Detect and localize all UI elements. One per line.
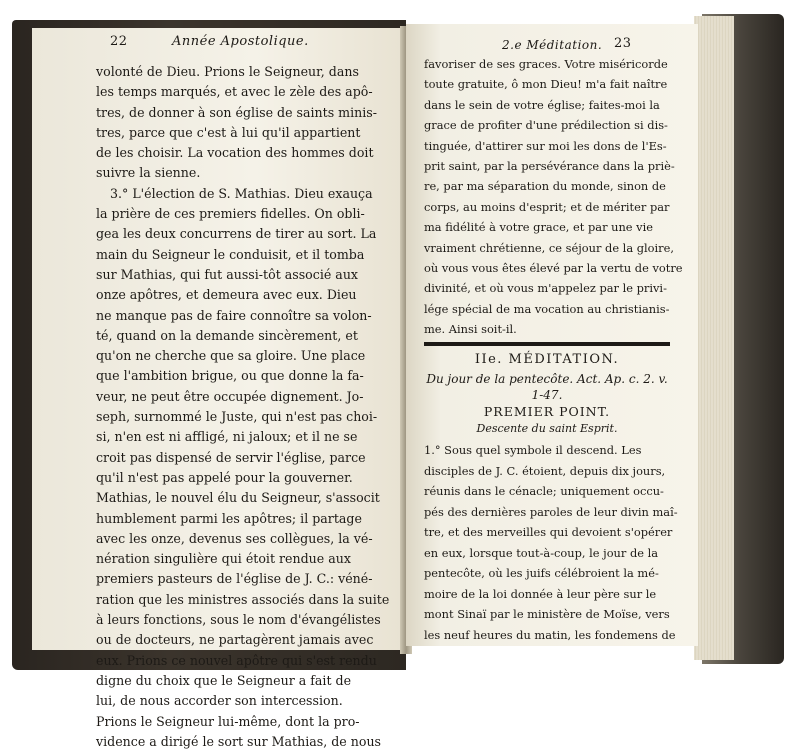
section-subtitle: Du jour de la pentecôte. Act. Ap. c. 2. v. xyxy=(426,372,668,386)
text-line: main du Seigneur le conduisit, et il tomba xyxy=(96,246,365,262)
text-line: ne manque pas de faire connoître sa volon- xyxy=(96,307,372,323)
text-line: avec les onze, devenus ses collègues, la vé- xyxy=(96,530,373,546)
right-page-text-2 xyxy=(424,440,678,645)
text-line: sur Mathias, qui fut aussi-tôt associé aux xyxy=(96,266,359,282)
text-line: Mathias, le nouvel élu du Seigneur, s'associt xyxy=(96,490,380,506)
text-line: la prière de ces premiers fidelles. On obli- xyxy=(96,206,365,222)
text-line: volonté de Dieu. Prions le Seigneur, dans xyxy=(96,64,359,79)
left-page-number: 22 xyxy=(110,34,128,49)
section-rule xyxy=(424,342,670,346)
left-running-head: Année Apostolique. xyxy=(172,34,309,49)
text-line: croit pas dispensé de servir l'église, parce xyxy=(96,449,366,465)
text-line: où vous vous êtes élevé par la vertu de votre xyxy=(424,261,683,276)
text-line: réunis dans le cénacle; uniquement occu- xyxy=(424,484,664,498)
point-heading: PREMIER POINT. xyxy=(483,404,611,419)
text-line: suivre la sienne. xyxy=(96,165,201,181)
text-line: 1.° Sous quel symbole il descend. Les xyxy=(424,443,642,457)
text-line: disciples de J. C. étoient, depuis dix jours, xyxy=(424,463,666,478)
text-line: ou de docteurs, ne partagèrent jamais avec xyxy=(96,632,374,648)
text-line: tinguée, d'attirer sur moi les dons de l'Es- xyxy=(424,138,667,153)
text-line: seph, surnommé le Juste, qui n'est pas choi- xyxy=(96,409,378,425)
text-line: vidence a dirigé le sort sur Mathias, de nous xyxy=(96,733,382,749)
right-page-text xyxy=(424,54,683,340)
text-line: les temps marqués, et avec le zèle des apô- xyxy=(96,84,373,100)
text-line: veur, ne peut être occupée dignement. Jo- xyxy=(96,388,364,404)
text-line: ration que les ministres associés dans la suite xyxy=(96,591,390,607)
text-line: favoriser de ses graces. Votre miséricorde xyxy=(424,57,668,71)
text-line: premiers pasteurs de l'église de J. C.: véné- xyxy=(96,571,373,587)
text-line: toute gratuite, ô mon Dieu! m'a fait naître xyxy=(424,77,668,92)
text-line: re, par ma séparation du monde, sinon de xyxy=(424,179,666,194)
right-running-head: 2.e Méditation. xyxy=(502,38,603,52)
text-line: prit saint, par la persévérance dans la priè- xyxy=(424,159,675,174)
text-line: qu'il n'est pas appelé pour la gouverner. xyxy=(96,469,353,485)
text-line: grace de profiter d'une prédilection si dis- xyxy=(424,118,668,133)
text-line: qu'on ne cherche que sa gloire. Une place xyxy=(96,348,366,364)
text-line: mont Sinaï par le ministère de Moïse, vers xyxy=(424,607,670,621)
text-line: que l'ambition brigue, ou que donne la fa- xyxy=(96,368,364,384)
text-line: lui, de nous accorder son intercession. xyxy=(96,693,343,709)
text-line: gea les deux concurrens de tirer au sort. La xyxy=(96,226,377,242)
text-line: me. Ainsi soit-il. xyxy=(424,322,517,337)
section-title: IIe. MÉDITATION. xyxy=(474,352,620,367)
text-line: lége spécial de ma vocation au christianis- xyxy=(424,301,670,316)
text-line: si, n'en est ni affligé, ni jaloux; et il ne se xyxy=(96,429,358,445)
text-line: digne du choix que le Seigneur a fait de xyxy=(96,672,352,688)
left-page xyxy=(32,28,404,749)
text-line: de les choisir. La vocation des hommes doit xyxy=(96,145,374,161)
text-line: dans le sein de votre église; faites-moi la xyxy=(424,97,660,112)
text-line: corps, au moins d'esprit; et de mériter par xyxy=(424,199,670,214)
text-line: humblement parmi les apôtres; il partage xyxy=(96,510,362,526)
text-line: pés des dernières paroles de leur divin maî- xyxy=(424,504,678,519)
section-subtitle-cont: 1-47. xyxy=(531,388,563,402)
right-page xyxy=(406,24,698,646)
text-line: vraiment chrétienne, ce séjour de la gloire, xyxy=(424,240,674,255)
text-line: Prions le Seigneur lui-même, dont la pro- xyxy=(96,713,360,729)
text-line: les neuf heures du matin, les fondemens de xyxy=(424,627,676,642)
text-line: té, quand on la demande sincèrement, et xyxy=(96,327,358,343)
text-line: en eux, lorsque tout-à-coup, le jour de la xyxy=(424,545,659,560)
right-page-number: 23 xyxy=(614,36,632,51)
text-line: tres, de donner à son église de saints minis- xyxy=(96,104,378,120)
point-subheading: Descente du saint Esprit. xyxy=(476,422,618,435)
text-line: tres, parce que c'est à lui qu'il appartient xyxy=(96,124,361,140)
text-line: eux. Prions ce nouvel apôtre qui s'est rendu xyxy=(96,652,377,668)
text-line: pentecôte, où les juifs célébroient la mé- xyxy=(424,566,659,580)
left-page-text xyxy=(96,62,388,752)
text-line: onze apôtres, et demeura avec eux. Dieu xyxy=(96,287,357,303)
text-line: nération singulière qui étoit rendue aux xyxy=(96,551,351,567)
text-line: divinité, et où vous m'appelez par le privi- xyxy=(424,281,667,296)
text-line: à leurs fonctions, sous le nom d'évangélistes xyxy=(96,612,381,628)
text-line: 3.° L'élection de S. Mathias. Dieu exauça xyxy=(110,185,373,201)
text-line: moire de la loi donnée à leur père sur le xyxy=(424,586,657,601)
text-line: ma fidélité à votre grace, et par une vie xyxy=(424,220,653,235)
text-line: tre, et des merveilles qui devoient s'opérer xyxy=(424,525,673,539)
page-edges xyxy=(694,16,734,660)
